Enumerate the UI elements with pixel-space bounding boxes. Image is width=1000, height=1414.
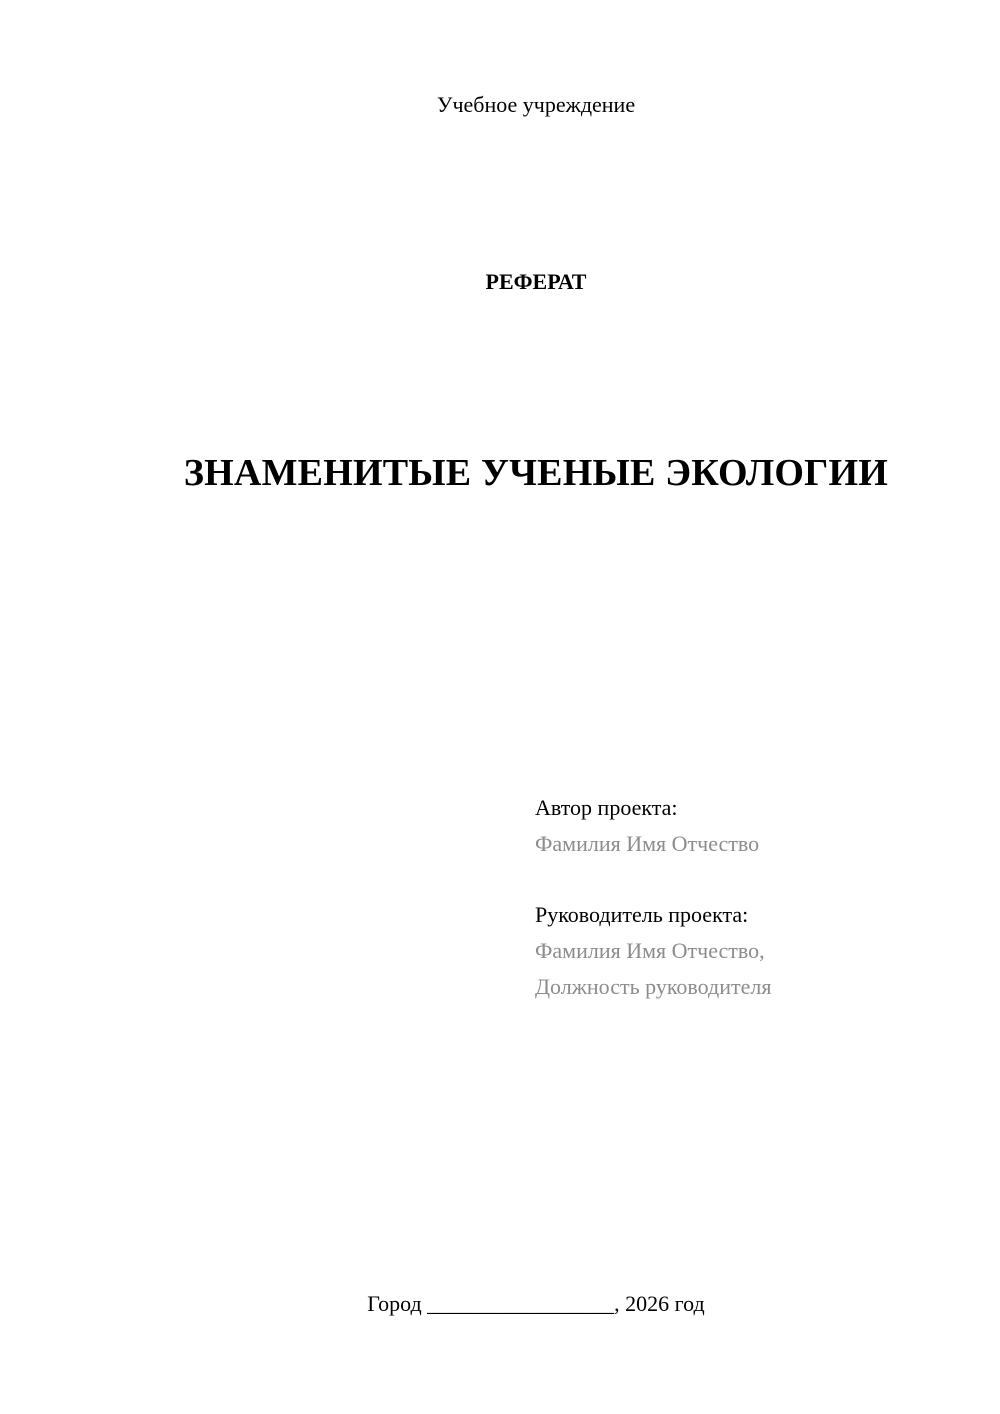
supervisor-name: Фамилия Имя Отчество, <box>535 938 765 963</box>
supervisor-position: Должность руководителя <box>535 974 772 999</box>
city-year-line: Город _________________, 2026 год <box>367 1291 705 1316</box>
supervisor-label: Руководитель проекта: <box>535 902 749 927</box>
document-type: РЕФЕРАТ <box>485 269 587 294</box>
author-name: Фамилия Имя Отчество <box>535 831 760 856</box>
spacer <box>535 862 771 897</box>
institution-name: Учебное учреждение <box>436 92 636 117</box>
document-title: ЗНАМЕНИТЫЕ УЧЕНЫЕ ЭКОЛОГИИ <box>183 452 889 494</box>
author-label: Автор проекта: <box>535 795 678 820</box>
project-info-block <box>535 790 771 1005</box>
